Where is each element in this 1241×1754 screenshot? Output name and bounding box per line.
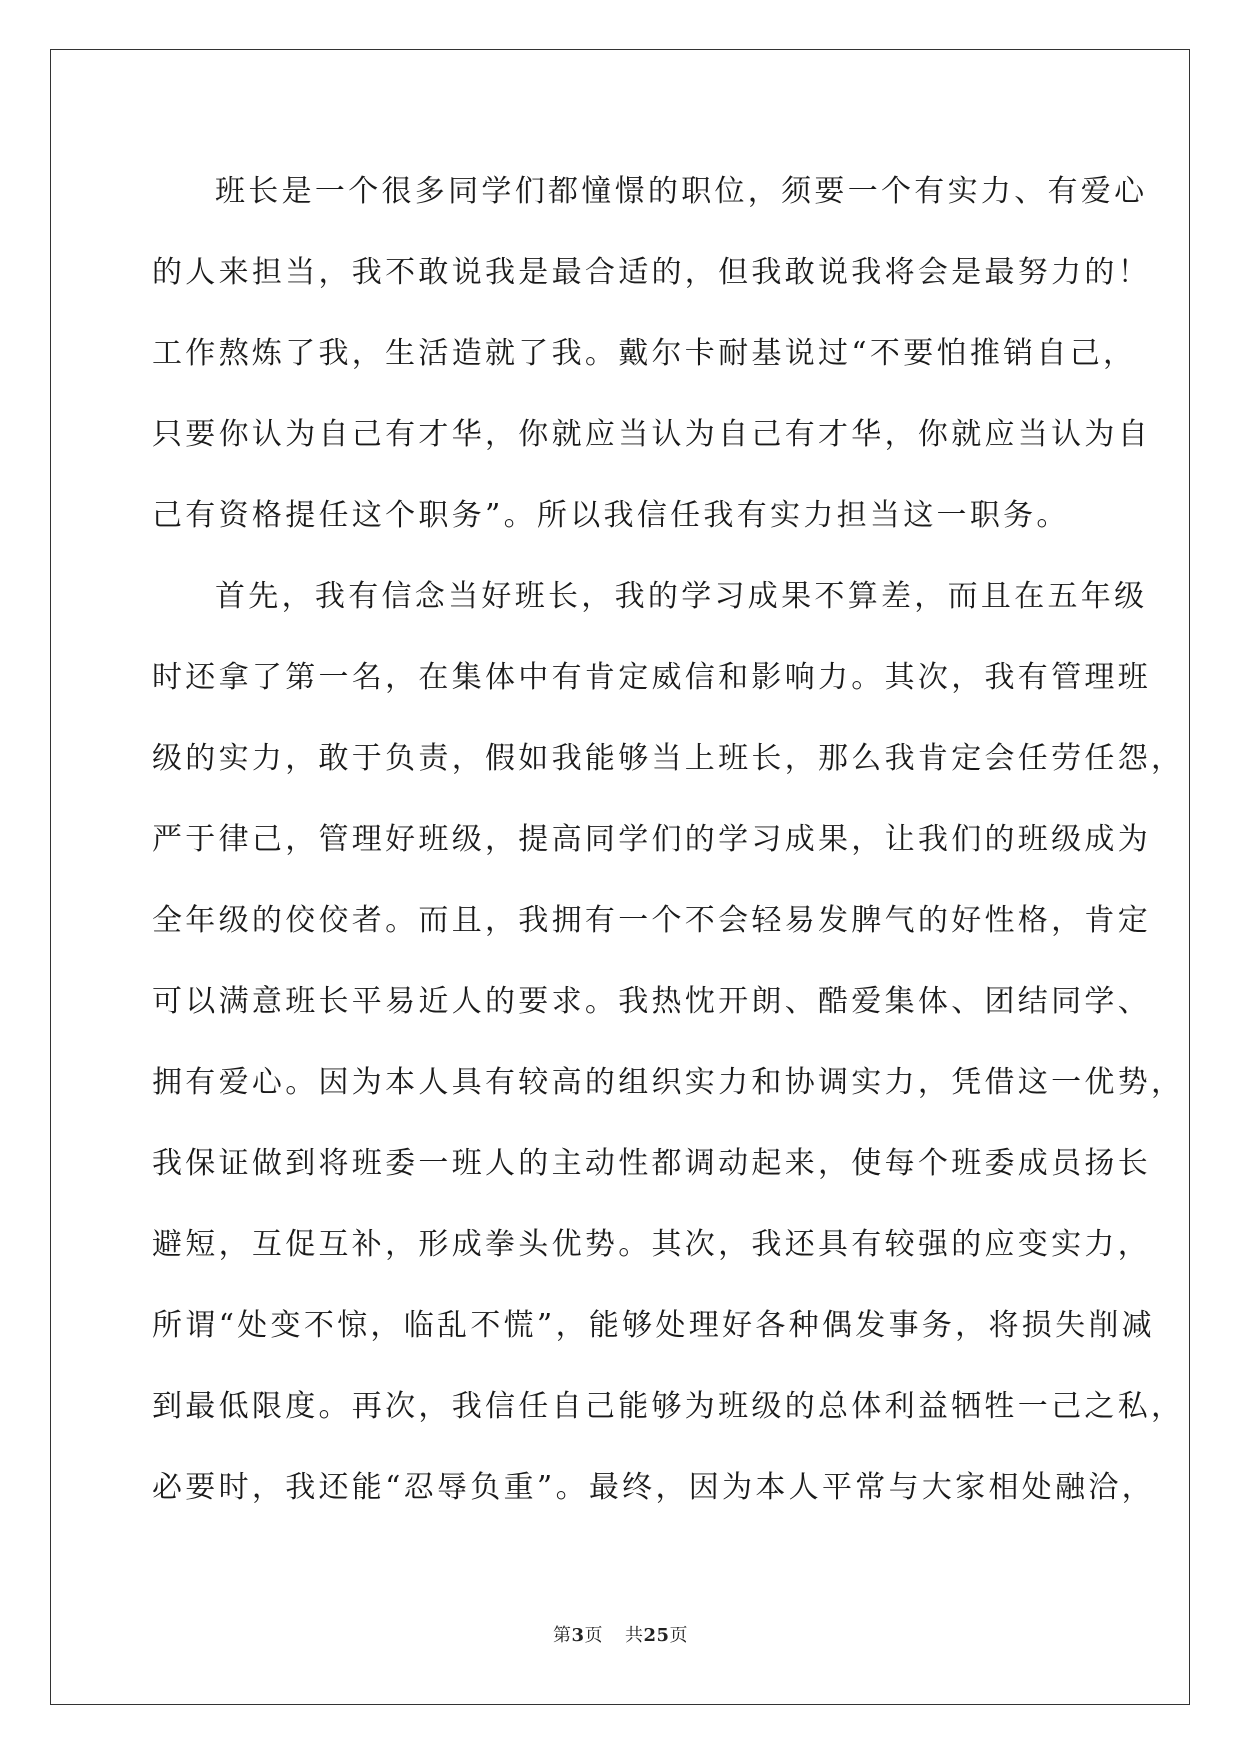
page-number: 3 [571,1625,585,1646]
text-line: 首先，我有信念当好班长，我的学习成果不算差，而且在五年级 [215,579,1148,614]
text-line: 严于律己，管理好班级，提高同学们的学习成果，让我们的班级成为 [152,822,1151,857]
text-line: 避短，互促互补，形成拳头优势。其次，我还具有较强的应变实力， [152,1227,1151,1262]
text-line: 我保证做到将班委一班人的主动性都调动起来，使每个班委成员扬长 [152,1146,1151,1181]
total-pages-indicator [625,1625,688,1646]
total-prefix: 共 [624,1625,644,1646]
text-line: 必要时，我还能“忍辱负重”。最终，因为本人平常与大家相处融洽， [152,1470,1155,1505]
text-line: 的人来担当，我不敢说我是最合适的，但我敢说我将会是最努力的！ [152,255,1151,290]
text-line: 所谓“处变不惊，临乱不慌”，能够处理好各种偶发事务，将损失削减 [152,1308,1155,1343]
paragraph-2 [152,567,1185,1539]
text-line: 可以满意班长平易近人的要求。我热忱开朗、酷爱集体、团结同学、 [152,984,1151,1019]
text-line: 班长是一个很多同学们都憧憬的职位，须要一个有实力、有爱心 [215,174,1148,209]
text-line: 级的实力，敢于负责，假如我能够当上班长，那么我肯定会任劳任怨， [152,741,1185,776]
total-pages: 25 [643,1625,670,1646]
text-line: 工作熬炼了我，生活造就了我。戴尔卡耐基说过“不要怕推销自己， [152,336,1137,371]
document-body [152,162,1185,1539]
page-footer [0,1621,1241,1647]
page-prefix: 第 [552,1625,572,1646]
page-indicator [553,1625,603,1646]
text-line: 拥有爱心。因为本人具有较高的组织实力和协调实力，凭借这一优势， [152,1065,1185,1100]
text-line: 己有资格提任这个职务”。所以我信任我有实力担当这一职务。 [152,498,1070,533]
total-suffix: 页 [669,1625,689,1646]
text-line: 全年级的佼佼者。而且，我拥有一个不会轻易发脾气的好性格，肯定 [152,903,1151,938]
page-suffix: 页 [584,1625,603,1646]
text-line: 时还拿了第一名，在集体中有肯定威信和影响力。其次，我有管理班 [152,660,1151,695]
text-line: 只要你认为自己有才华，你就应当认为自己有才华，你就应当认为自 [152,417,1151,452]
paragraph-1 [152,162,1151,567]
text-line: 到最低限度。再次，我信任自己能够为班级的总体利益牺牲一己之私， [152,1389,1185,1424]
